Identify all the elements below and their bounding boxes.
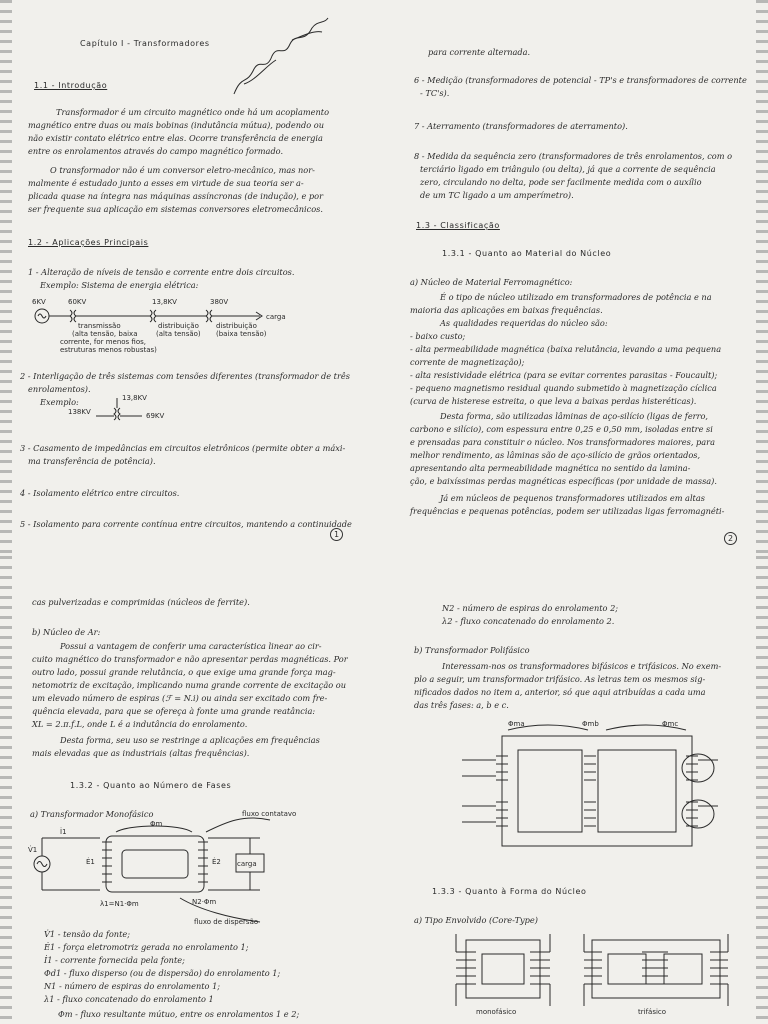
linkage-label: N2·Φm <box>192 898 217 906</box>
caption: distribuição <box>216 322 257 330</box>
notebook-page-3 <box>0 556 392 1024</box>
signature-scribble <box>232 14 332 100</box>
body-line: frequências e pequenas potências, podem ser utilizadas ligas ferromagnéti- <box>410 506 725 516</box>
intro-line: entre os enrolamentos através do campo magnético formado. <box>28 146 284 156</box>
subsection-heading: 1.3.1 - Quanto ao Material do Núcleo <box>442 249 612 258</box>
body-line: - alta permeabilidade magnética (baixa relutância, levando a uma pequena <box>410 344 722 354</box>
subsection-heading: 1.3.2 - Quanto ao Número de Fases <box>70 781 232 790</box>
body-line: e prensadas para constituir o núcleo. Nos transformadores maiores, para <box>410 437 715 447</box>
spiral-binding <box>0 0 12 556</box>
item-8-line: zero, circulando no delta, pode ser facilmente medida com o auxílio <box>420 177 702 187</box>
voltage-label: 69KV <box>146 412 165 420</box>
body-line: outro lado, possui grande relutância, o que exige uma grande força mag- <box>32 667 336 677</box>
item-8-line: de um TC ligado a um amperímetro). <box>420 190 574 200</box>
item-8-line: 8 - Medida da sequência zero (transformadores de três enrolamentos, com o <box>414 151 733 161</box>
body-line: netomotriz de excitação, implicando numa grande corrente de excitação ou <box>32 680 346 690</box>
voltage-label: 13,8KV <box>122 394 147 402</box>
body-line: carbono e silício), com espessura entre 0,25 e 0,50 mm, isoladas entre si <box>410 424 713 434</box>
body-line: um elevado número de espiras (ℱ = N.i) ou ainda ser excitado com fre- <box>32 693 328 703</box>
flux-label: Φma <box>508 720 525 728</box>
body-line: - baixo custo; <box>410 331 466 341</box>
intro-line: malmente é estudado junto a esses em virtude de sua teoria ser a- <box>28 178 304 188</box>
legend-line: İ1 - corrente fornecida pela fonte; <box>44 955 185 965</box>
item-6-line: - TC's). <box>420 88 450 98</box>
power-system-diagram <box>30 292 330 362</box>
caption: corrente, for menos fios, <box>60 338 146 346</box>
apps-heading: 1.2 - Aplicações Principais <box>28 238 149 247</box>
item-6-line: 6 - Medição (transformadores de potencial - TP's e transformadores de corrente <box>414 75 747 85</box>
body-line: Possui a vantagem de conferir uma característica linear ao cir- <box>60 641 322 651</box>
notebook-page-4 <box>392 556 768 1024</box>
body-line: (curva de histerese estreita, o que leva a baixas perdas histeréticas). <box>410 396 697 406</box>
voltage-label: V̇1 <box>28 846 38 854</box>
legend-line: λ1 - fluxo concatenado do enrolamento 1 <box>44 994 214 1004</box>
legend-line: Φm - fluxo resultante mútuo, entre os enrolamentos 1 e 2; <box>58 1009 300 1019</box>
item-b-heading: b) Transformador Polifásico <box>414 645 530 655</box>
caption: distribuição <box>158 322 199 330</box>
voltage-label: 380V <box>210 298 229 306</box>
legend-line: λ2 - fluxo concatenado do enrolamento 2. <box>442 616 615 626</box>
intro-line: Transformador é um circuito magnético onde há um acoplamento <box>56 107 329 117</box>
body-line: das três fases: a, b e c. <box>414 700 509 710</box>
intro-heading: 1.1 - Introdução <box>34 81 108 90</box>
voltage-label: 138KV <box>68 408 91 416</box>
classification-heading: 1.3 - Classificação <box>416 221 500 230</box>
body-line: Interessam-nos os transformadores bifásicos e trifásicos. No exem- <box>442 661 722 671</box>
item-7-line: 7 - Aterramento (transformadores de aterramento). <box>414 121 628 131</box>
notebook-page-2 <box>392 0 768 556</box>
item-5-line: 5 - Isolamento para corrente contínua entre circuitos, mantendo a continuidade <box>20 519 352 529</box>
caption: estruturas menos robustas) <box>60 346 157 354</box>
body-line: - pequeno magnetismo residual quando submetido à magnetização cíclica <box>410 383 717 393</box>
body-line: apresentando alta permeabilidade magnética no sentido da lamina- <box>410 463 691 473</box>
spiral-binding <box>756 0 768 556</box>
body-line: As qualidades requeridas do núcleo são: <box>440 318 608 328</box>
continuation-line: cas pulverizadas e comprimidas (núcleos de ferrite). <box>32 597 250 607</box>
body-line: corrente de magnetização); <box>410 357 525 367</box>
legend-line: N1 - número de espiras do enrolamento 1; <box>44 981 221 991</box>
emf-label: Ė1 <box>86 858 95 866</box>
item-1-line: Exemplo: Sistema de energia elétrica: <box>40 280 199 290</box>
body-line: nificados dados no item a, anterior, só que aqui atribuídas a cada uma <box>414 687 706 697</box>
continuation-line: para corrente alternada. <box>428 47 531 57</box>
legend-line: N2 - número de espiras do enrolamento 2; <box>442 603 619 613</box>
item-1-line: 1 - Alteração de níveis de tensão e corrente entre dois circuitos. <box>28 267 295 277</box>
body-line: - alta resistividade elétrica (para se evitar correntes parasitas - Foucault); <box>410 370 718 380</box>
voltage-label: 6KV <box>32 298 46 306</box>
body-line: mais elevadas que as industriais (altas frequências). <box>32 748 250 758</box>
body-line: Desta forma, são utilizadas lâminas de aço-silício (ligas de ferro, <box>440 411 709 421</box>
body-line: XL = 2.π.f.L, onde L é a indutância do enrolamento. <box>32 719 248 729</box>
item-b-heading: b) Núcleo de Ar: <box>32 627 101 637</box>
flux-label: Φmc <box>662 720 679 728</box>
body-line: maioria das aplicações em baixas frequências. <box>410 305 603 315</box>
subsection-heading: 1.3.3 - Quanto à Forma do Núcleo <box>432 887 587 896</box>
load-label: carga <box>237 860 257 868</box>
flux-label: fluxo contatavo <box>242 810 297 818</box>
intro-line: magnético entre duas ou mais bobinas (indutância mútua), podendo ou <box>28 120 324 130</box>
item-3-line: 3 - Casamento de impedâncias em circuitos eletrônicos (permite obter a máxi- <box>20 443 346 453</box>
voltage-label: 13,8KV <box>152 298 177 306</box>
caption: transmissão <box>78 322 121 330</box>
caption: (alta tensão) <box>156 330 201 338</box>
body-line: Desta forma, seu uso se restringe a aplicações em frequências <box>60 735 320 745</box>
item-2-line: Exemplo: <box>40 397 79 407</box>
three-phase-transformer-diagram <box>462 716 722 866</box>
flux-label: fluxo de dispersão <box>194 918 259 926</box>
chapter-title: Capítulo I - Transformadores <box>80 39 210 48</box>
load-label: carga <box>266 313 286 321</box>
body-line: É o tipo de núcleo utilizado em transformadores de potência e na <box>440 292 712 302</box>
item-2-line: enrolamentos). <box>28 384 91 394</box>
three-winding-diagram <box>66 394 186 436</box>
body-line: plo a seguir, um transformador trifásico. As letras tem os mesmos sig- <box>414 674 706 684</box>
emf-label: Ė2 <box>212 858 221 866</box>
intro-line: ser frequente sua aplicação em sistemas conversores eletromecânicos. <box>28 204 323 214</box>
intro-line: não existir contato elétrico entre elas. Ocorre transferência de energia <box>28 133 323 143</box>
figure-caption: monofásico <box>476 1008 517 1016</box>
body-line: Já em núcleos de pequenos transformadores utilizados em altas <box>440 493 705 503</box>
item-4-line: 4 - Isolamento elétrico entre circuitos. <box>20 488 180 498</box>
item-8-line: terciário ligado em triângulo (ou delta), já que a corrente de sequência <box>420 164 716 174</box>
legend-line: V̇1 - tensão da fonte; <box>44 929 130 939</box>
spiral-binding <box>0 556 12 1024</box>
body-line: quência elevada, para que se ofereça à fonte uma grande reatância: <box>32 706 316 716</box>
page-number: 1 <box>330 528 343 541</box>
caption: (baixa tensão) <box>216 330 267 338</box>
core-type-three-phase-diagram <box>578 930 734 1016</box>
voltage-label: 60KV <box>68 298 87 306</box>
intro-line: O transformador não é um conversor eletro-mecânico, mas nor- <box>50 165 315 175</box>
intro-line: plicada quase na íntegra nas máquinas assíncronas (de indução), e por <box>28 191 324 201</box>
core-type-single-phase-diagram <box>442 930 562 1016</box>
item-2-line: 2 - Interligação de três sistemas com tensões diferentes (transformador de três <box>20 371 350 381</box>
body-line: melhor rendimento, as lâminas são de aço-silício de grãos orientados, <box>410 450 701 460</box>
spiral-binding <box>756 556 768 1024</box>
item-a-heading: a) Tipo Envolvido (Core-Type) <box>414 915 538 925</box>
legend-line: Φd1 - fluxo disperso (ou de dispersão) do enrolamento 1; <box>44 968 281 978</box>
figure-caption: trifásico <box>638 1008 667 1016</box>
item-a-heading: a) Núcleo de Material Ferromagnético: <box>410 277 573 287</box>
body-line: cuito magnético do transformador e não apresentar perdas magnéticas. Por <box>32 654 348 664</box>
item-a-heading: a) Transformador Monofásico <box>30 809 154 819</box>
linkage-label: λ1=N1·Φm <box>100 900 139 908</box>
legend-line: Ė1 - força eletromotriz gerada no enrolamento 1; <box>44 942 249 952</box>
body-line: ção, e baixíssimas perdas magnéticas específicas (por unidade de massa). <box>410 476 717 486</box>
flux-label: Φmb <box>582 720 599 728</box>
page-number: 2 <box>724 532 737 545</box>
caption: (alta tensão, baixa <box>72 330 138 338</box>
notebook-page-1 <box>0 0 392 556</box>
item-3-line: ma transferência de potência). <box>28 456 156 466</box>
flux-label: Φm <box>150 820 163 828</box>
current-label: İ1 <box>60 828 67 836</box>
